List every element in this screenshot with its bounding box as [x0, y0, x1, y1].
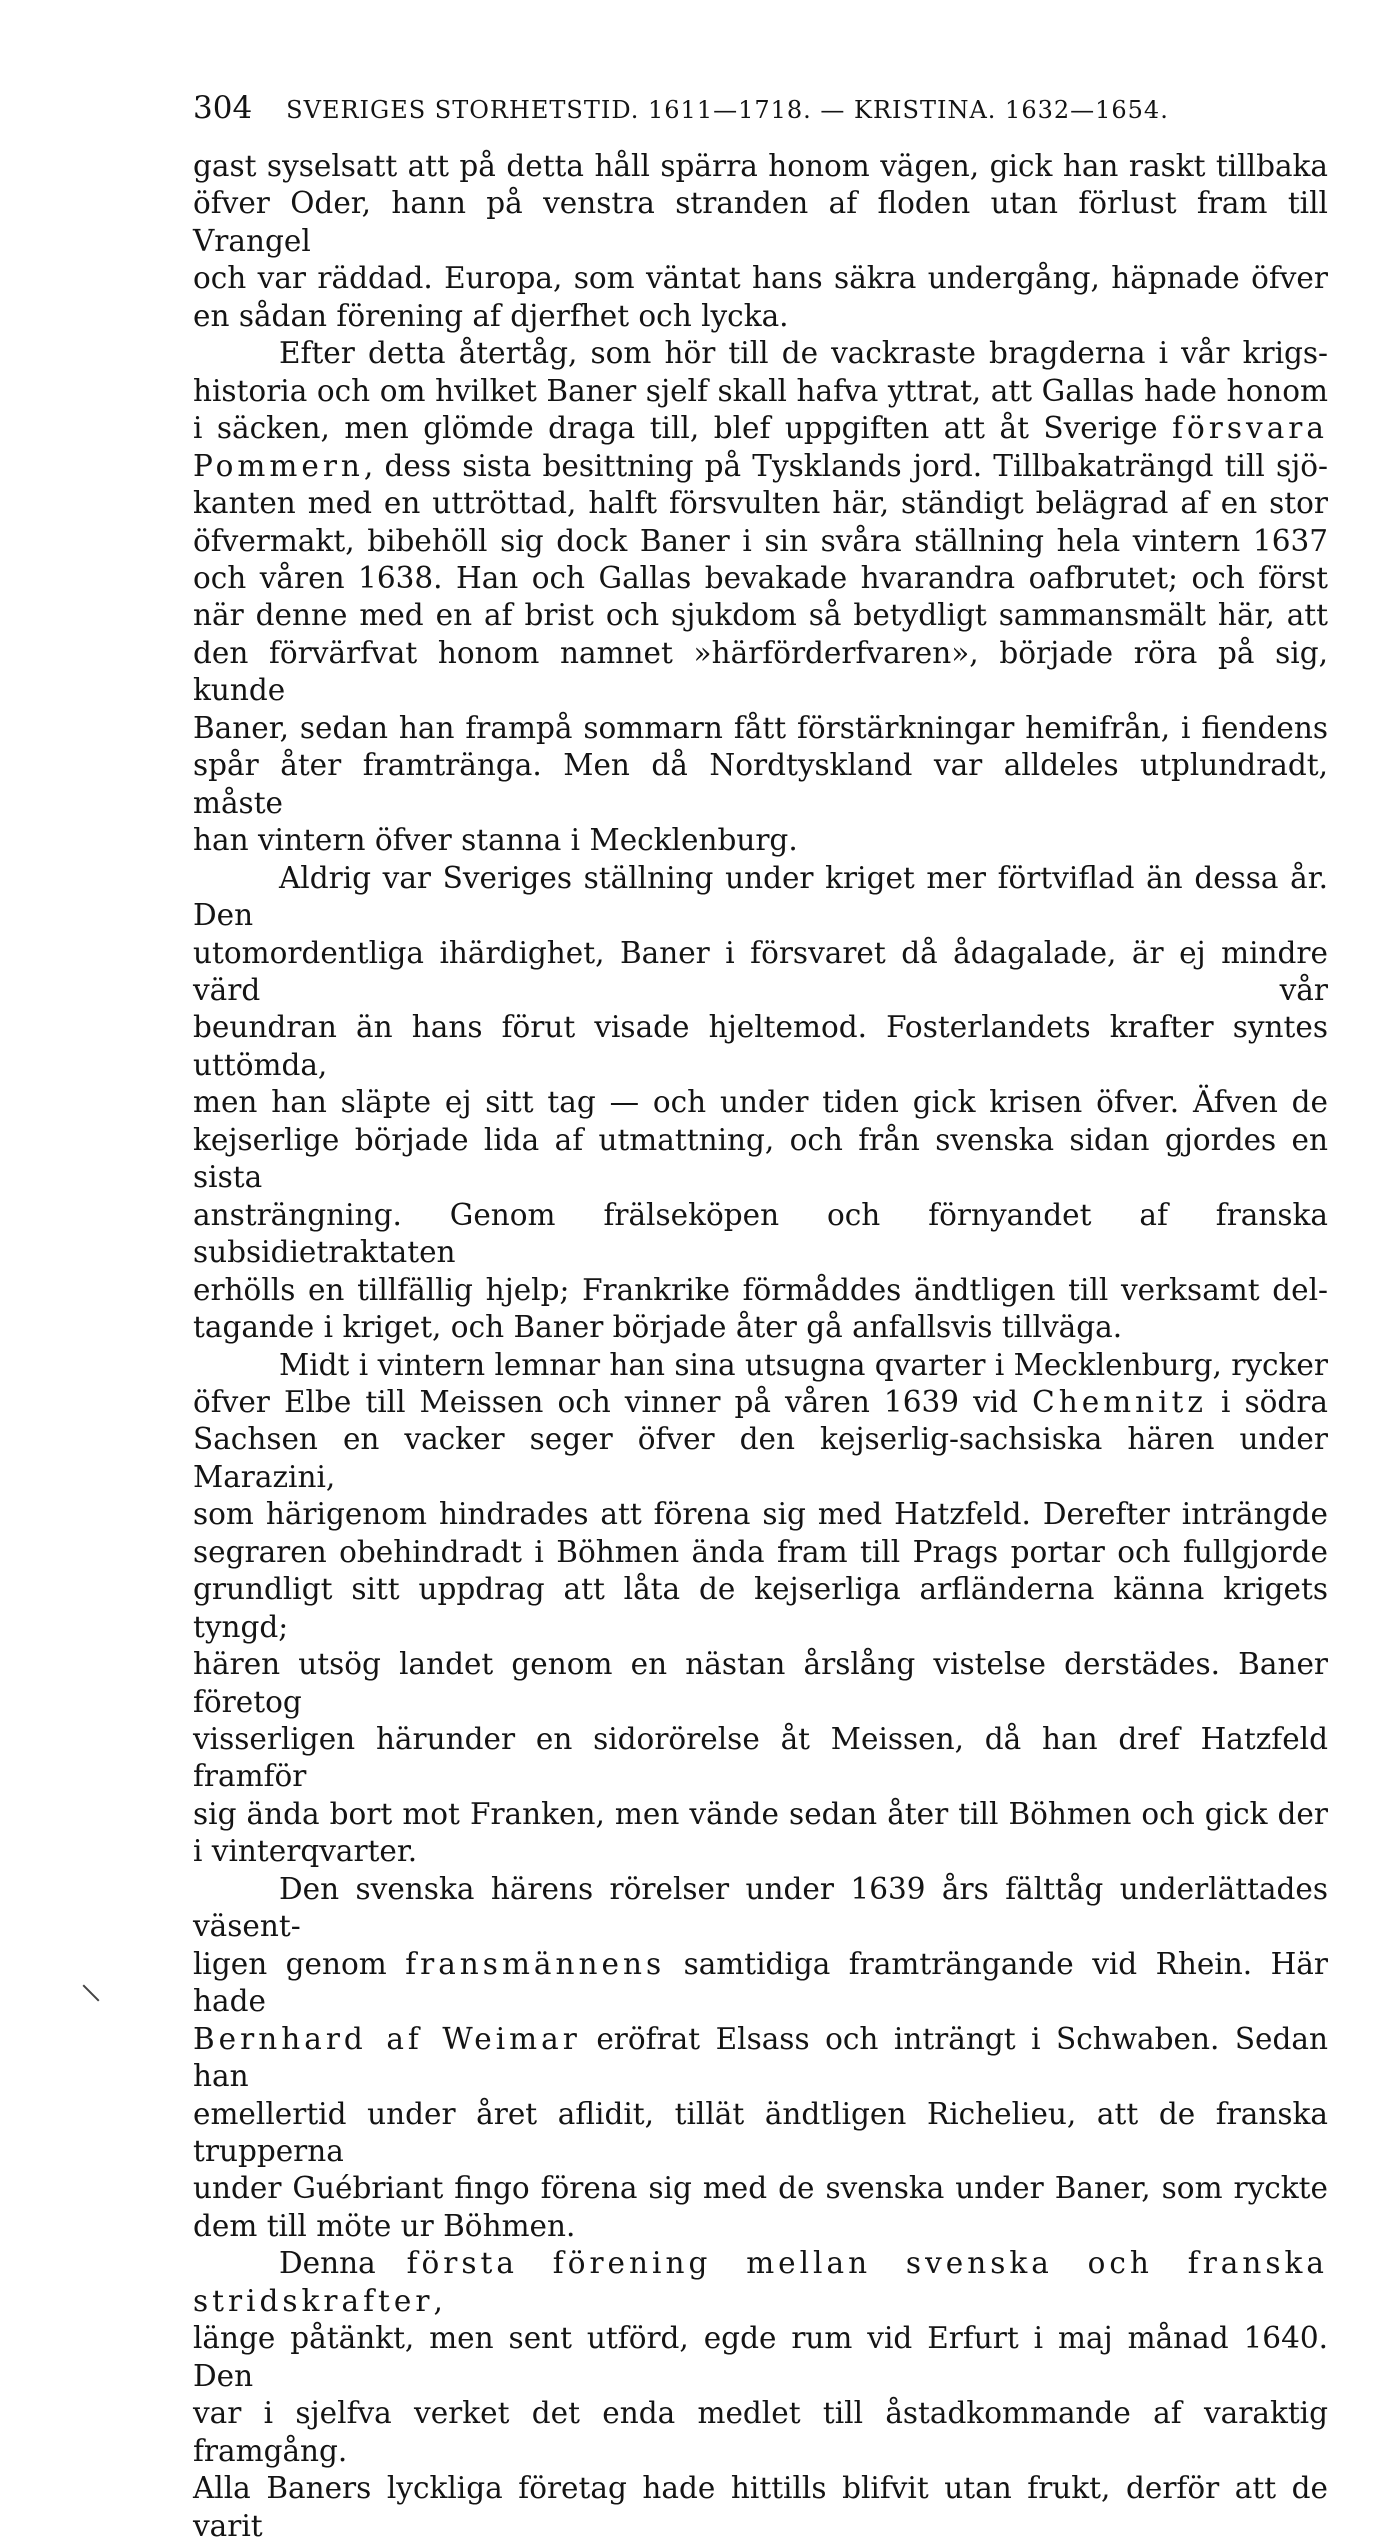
page-header — [193, 90, 1233, 126]
text-line: Efter detta återtåg, som hör till de vackraste bragderna i vår krigs- — [279, 336, 1328, 371]
text-line: och var räddad. Europa, som väntat hans säkra undergång, häpnade öfver — [193, 261, 1328, 296]
text-line: Aldrig var Sveriges ställning under kriget mer förtviflad än dessa år. Den — [193, 860, 1328, 933]
text-line: dem till möte ur Böhmen. — [193, 2208, 576, 2243]
text-line: som härigenom hindrades att förena sig med Hatzfeld. Derefter inträngde — [193, 1497, 1328, 1532]
stray-ink-mark — [83, 1985, 100, 2002]
text-line: sig ända bort mot Franken, men vände sedan åter till Böhmen och gick der — [193, 1796, 1328, 1831]
text-line: och våren 1638. Han och Gallas bevakade hvarandra oafbrutet; och först — [193, 560, 1328, 595]
text-line: öfver Oder, hann på venstra stranden af floden utan förlust fram till Vrangel — [193, 186, 1328, 258]
text-line: emellertid under året aflidit, tillät ändtligen Richelieu, att de franska trupperna — [193, 2096, 1328, 2169]
spaced-emphasis: Bernhard af Weimar — [193, 2021, 581, 2056]
spaced-emphasis: fransmännens — [405, 1946, 666, 1981]
text-line: under Guébriant fingo förena sig med de svenska under Baner, som ryckte — [193, 2171, 1328, 2206]
text-line: hären utsög landet genom en nästan årslång vistelse derstädes. Baner företog — [193, 1647, 1328, 1719]
text-line: segraren obehindradt i Böhmen ända fram till Prags portar och fullgjorde — [193, 1534, 1328, 1569]
running-title: SVERIGES STORHETSTID. 1611—1718. — KRISTINA. 1632—1654. — [286, 96, 1169, 124]
spaced-emphasis: första förening mellan svenska och franska stridskrafter — [193, 2246, 1328, 2318]
text-line: visserligen härunder en sidorörelse åt Meissen, då han dref Hatzfeld framför — [193, 1722, 1328, 1794]
text-line: öfver Elbe till Meissen och vinner på våren 1639 vid Chemnitz i södra — [193, 1384, 1329, 1419]
text-line: erhölls en tillfällig hjelp; Frankrike förmåddes ändtligen till verksamt del- — [193, 1272, 1328, 1307]
text-line: var i sjelfva verket det enda medlet till åstadkommande af varaktig framgång. — [193, 2396, 1328, 2468]
text-line: öfvermakt, bibehöll sig dock Baner i sin svåra ställning hela vintern 1637 — [193, 523, 1328, 558]
text-line: tagande i kriget, och Baner började åter gå anfallsvis tillväga. — [193, 1310, 1123, 1345]
text-line: kanten med en uttröttad, halft försvulten här, ständigt belägrad af en stor — [193, 486, 1328, 521]
text-line: den förvärfvat honom namnet »härförderfvaren», började röra på sig, kunde — [193, 635, 1328, 708]
text-line: i säcken, men glömde draga till, blef uppgiften att åt Sverige försvara — [193, 411, 1328, 446]
text-line: men han släpte ej sitt tag — och under tiden gick krisen öfver. Äfven de — [193, 1085, 1328, 1120]
text-line: Bernhard af Weimar eröfrat Elsass och inträngt i Schwaben. Sedan han — [193, 2021, 1328, 2094]
text-line: Alla Baners lyckliga företag hade hittills blifvit utan frukt, derför att de varit — [193, 2471, 1328, 2543]
spaced-emphasis: Pommern — [193, 448, 364, 483]
text-line: beundran än hans förut visade hjeltemod. Fosterlandets krafter syntes uttömda, — [193, 1010, 1328, 1082]
body-text — [193, 148, 1328, 2545]
text-line: i vinterqvarter. — [193, 1834, 418, 1869]
text-line: ligen genom fransmännens samtidiga framträngande vid Rhein. Här hade — [193, 1946, 1328, 2019]
text-line: historia och om hvilket Baner sjelf skall hafva yttrat, att Gallas hade honom — [193, 373, 1328, 408]
text-line: när denne med en af brist och sjukdom så betydligt sammansmält här, att — [193, 598, 1328, 633]
text-line: Sachsen en vacker seger öfver den kejserlig-sachsiska hären under Marazini, — [193, 1422, 1328, 1494]
spaced-emphasis: försvara — [1172, 411, 1328, 446]
text-line: gast syselsatt att på detta håll spärra honom vägen, gick han raskt tillbaka — [193, 149, 1328, 183]
text-line: Denna första förening mellan svenska och franska stridskrafter, — [193, 2246, 1328, 2318]
text-line: kejserlige började lida af utmattning, och från svenska sidan gjordes en sista — [193, 1122, 1328, 1195]
text-line: han vintern öfver stanna i Mecklenburg. — [193, 823, 798, 858]
text-line: Midt i vintern lemnar han sina utsugna qvarter i Mecklenburg, rycker — [279, 1347, 1328, 1382]
text-line: utomordentliga ihärdighet, Baner i försvaret då ådagalade, är ej mindre värd vår — [193, 935, 1328, 1007]
text-line: ansträngning. Genom frälseköpen och förnyandet af franska subsidietraktaten — [193, 1197, 1328, 1270]
spaced-emphasis: Chemnitz — [1032, 1384, 1207, 1419]
text-line: grundligt sitt uppdrag att låta de kejserliga arfländerna känna krigets tyngd; — [193, 1572, 1328, 1644]
page-number: 304 — [193, 90, 253, 126]
text-line: spår åter framtränga. Men då Nordtyskland var alldeles utplundradt, måste — [193, 748, 1328, 820]
text-line: en sådan förening af djerfhet och lycka. — [193, 298, 789, 333]
text-line: Den svenska härens rörelser under 1639 års fälttåg underlättades väsent- — [193, 1871, 1328, 1944]
text-line: Pommern, dess sista besittning på Tysklands jord. Tillbakaträngd till sjö- — [193, 448, 1328, 483]
text-line: länge påtänkt, men sent utförd, egde rum vid Erfurt i maj månad 1640. Den — [193, 2321, 1328, 2393]
text-line: Baner, sedan han frampå sommarn fått förstärkningar hemifrån, i fiendens — [193, 710, 1328, 745]
